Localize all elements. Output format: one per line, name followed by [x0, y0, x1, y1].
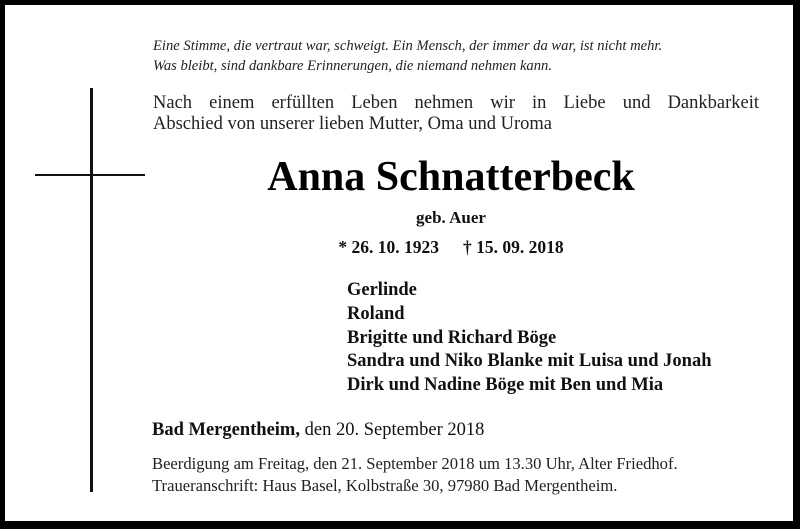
cross-vertical-bar: [90, 88, 93, 492]
notice-date: den 20. September 2018: [299, 420, 485, 440]
motto-line-1: Eine Stimme, die vertraut war, schweigt. Ein Mensch, der immer da war, ist nicht mehr.: [153, 38, 663, 54]
place-name: Bad Mergentheim,: [152, 420, 300, 440]
mourner-item: Brigitte und Richard Böge: [347, 327, 557, 348]
mourning-address: Traueranschrift: Haus Basel, Kolbstraße 30, 97980 Bad Mergentheim.: [152, 476, 618, 495]
mourner-item: Roland: [347, 303, 405, 324]
place-and-date: [152, 419, 484, 441]
intro-text: [153, 93, 759, 135]
life-dates: [5, 236, 793, 258]
mourner-item: Dirk und Nadine Böge mit Ben und Mia: [347, 375, 664, 396]
mourner-item: Sandra und Niko Blanke mit Luisa und Jonah: [347, 351, 712, 372]
birth-date: * 26. 10. 1923: [338, 237, 439, 257]
obituary-notice: [5, 5, 793, 521]
mourner-item: Gerlinde: [347, 280, 417, 300]
maiden-name: geb. Auer: [416, 208, 486, 227]
mourners-list: [347, 279, 712, 398]
intro-line-1: Nach einem erfüllten Leben nehmen wir in Liebe und Dankbarkeit: [153, 93, 759, 113]
motto-quote: [153, 36, 662, 76]
motto-line-2: Was bleibt, sind dankbare Erinnerungen, die niemand nehmen kann.: [153, 58, 552, 74]
deceased-name: Anna Schnatterbeck: [267, 154, 635, 200]
funeral-details: [152, 453, 678, 497]
death-date: † 15. 09. 2018: [463, 237, 564, 257]
funeral-info: Beerdigung am Freitag, den 21. September 2018 um 13.30 Uhr, Alter Friedhof.: [152, 454, 678, 473]
intro-line-2: Abschied von unserer lieben Mutter, Oma und Uroma: [153, 114, 552, 134]
